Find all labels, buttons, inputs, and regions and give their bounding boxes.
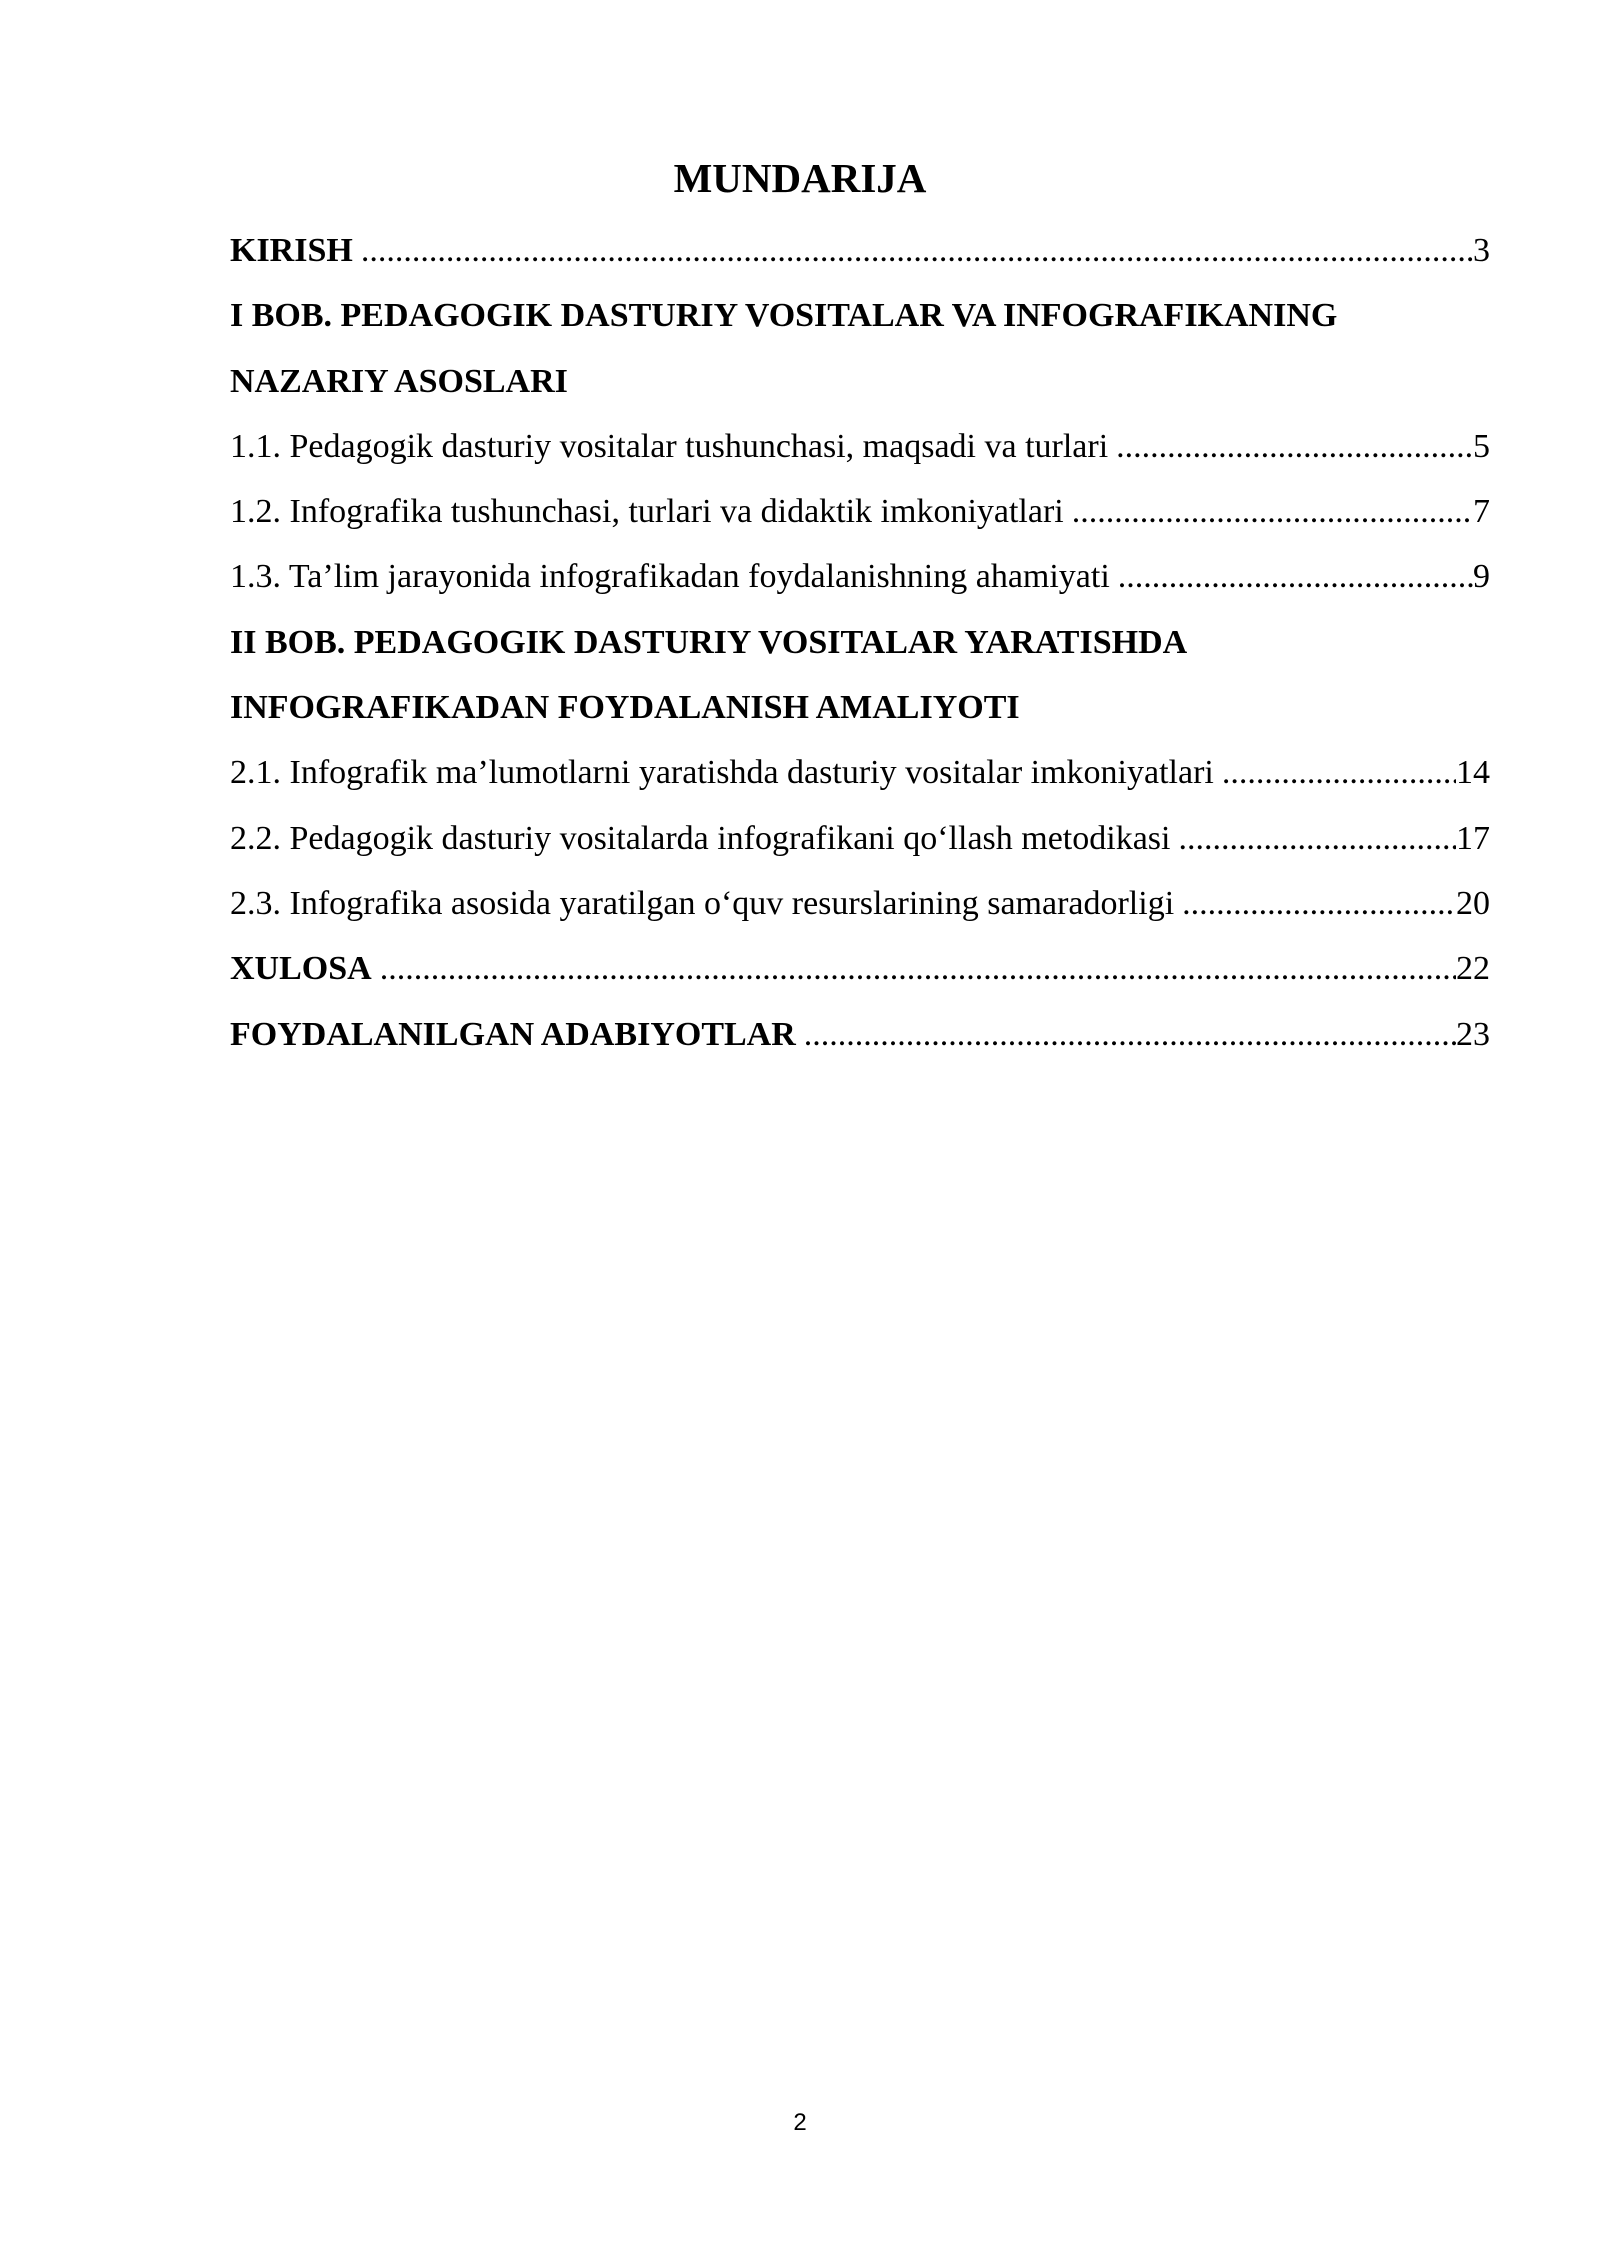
- chapter-2-heading-line-2: INFOGRAFIKADAN FOYDALANISH AMALIYOTI: [230, 689, 1020, 727]
- toc-entry-adabiyotlar[interactable]: [230, 1002, 1490, 1067]
- toc-page-number: 9: [1473, 558, 1490, 596]
- toc-page-number: 7: [1473, 493, 1490, 531]
- dot-leader: [372, 936, 1456, 1001]
- toc-entry-label: KIRISH: [230, 232, 353, 269]
- toc-page-number: 20: [1456, 884, 1490, 922]
- toc-entry-label: 2.3. Infografika asosida yaratilgan o‘quv resurslarining samaradorligi: [230, 884, 1175, 922]
- toc-entry-label: FOYDALANILGAN ADABIYOTLAR: [230, 1015, 796, 1053]
- chapter-2-heading[interactable]: [230, 610, 1490, 675]
- toc-page-number: 22: [1456, 950, 1490, 988]
- toc-title-text: MUNDARIJA: [673, 155, 927, 201]
- chapter-2-heading-line-1: II BOB. PEDAGOGIK DASTURIY VOSITALAR YARATISHDA: [230, 623, 1188, 661]
- chapter-2-heading-continued[interactable]: [230, 675, 1490, 740]
- dot-leader: [796, 1002, 1456, 1067]
- toc-entry-label: 1.1. Pedagogik dasturiy vositalar tushunchasi, maqsadi va turlari: [230, 427, 1109, 465]
- toc-entry-1-3[interactable]: [230, 544, 1490, 609]
- chapter-1-heading[interactable]: [230, 283, 1490, 348]
- toc-entry-label: 2.2. Pedagogik dasturiy vositalarda infografikani qo‘llash metodikasi: [230, 819, 1171, 857]
- page-number-footer: [0, 2108, 1600, 2138]
- toc-entry-2-3[interactable]: [230, 871, 1490, 936]
- toc-page-number: 3: [1473, 232, 1490, 269]
- chapter-1-heading-line-1: I BOB. PEDAGOGIK DASTURIY VOSITALAR VA INFOGRAFIKANING: [230, 297, 1338, 335]
- toc-entry-2-1[interactable]: [230, 740, 1490, 805]
- toc-entry-1-1[interactable]: [230, 414, 1490, 479]
- dot-leader: [353, 218, 1473, 283]
- toc-page-number: 5: [1473, 427, 1490, 465]
- toc-entry-label: 2.1. Infografik ma’lumotlarni yaratishda dasturiy vositalar imkoniyatlari: [230, 754, 1214, 792]
- chapter-1-heading-line-2: NAZARIY ASOSLARI: [230, 362, 568, 400]
- toc-entry-label: XULOSA: [230, 950, 372, 988]
- dot-leader: [1214, 740, 1456, 805]
- page-number: 2: [793, 2109, 807, 2136]
- toc-page-number: 14: [1456, 754, 1490, 792]
- toc-entry-1-2[interactable]: [230, 479, 1490, 544]
- toc-entry-2-2[interactable]: [230, 806, 1490, 871]
- toc-entry-xulosa[interactable]: [230, 936, 1490, 1001]
- chapter-1-heading-continued[interactable]: [230, 349, 1490, 414]
- table-of-contents: [230, 218, 1490, 1067]
- toc-entry-label: 1.3. Ta’lim jarayonida infografikadan foydalanishning ahamiyati: [230, 558, 1110, 596]
- dot-leader: [1064, 479, 1473, 544]
- toc-entry-label: 1.2. Infografika tushunchasi, turlari va didaktik imkoniyatlari: [230, 493, 1064, 531]
- toc-entry-kirish[interactable]: [230, 218, 1490, 283]
- page-title: [0, 148, 1600, 208]
- dot-leader: [1108, 414, 1473, 479]
- toc-page-number: 23: [1456, 1015, 1490, 1053]
- dot-leader: [1170, 806, 1456, 871]
- toc-page-number: 17: [1456, 819, 1490, 857]
- dot-leader: [1174, 871, 1456, 936]
- dot-leader: [1110, 544, 1473, 609]
